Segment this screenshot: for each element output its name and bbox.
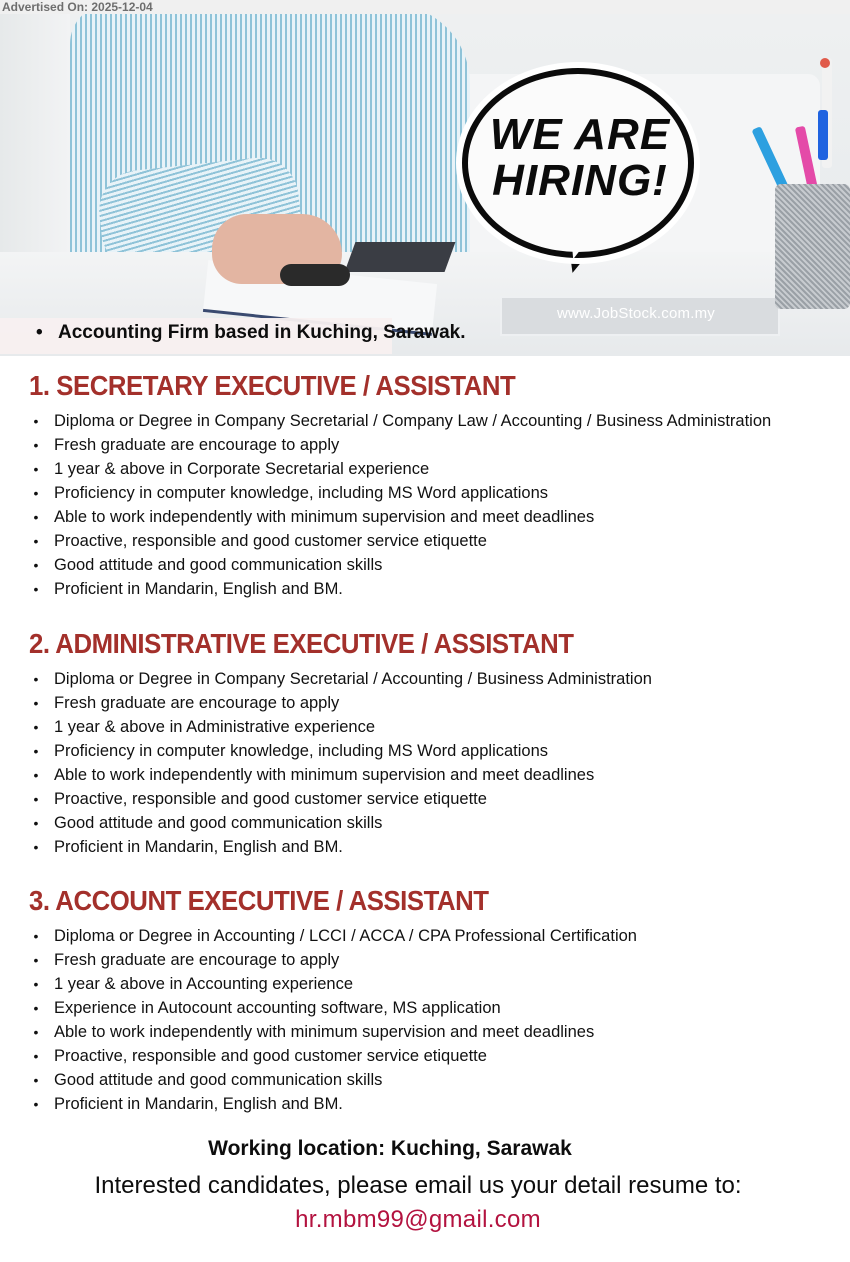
pen-icon	[818, 110, 828, 160]
requirement-text: Able to work independently with minimum supervision and meet deadlines	[54, 766, 595, 784]
bullet-icon: •	[33, 695, 39, 711]
bullet-icon: •	[33, 1048, 39, 1064]
pen-cup-illustration	[775, 184, 850, 309]
website-watermark: www.JobStock.com.my	[557, 305, 716, 322]
bullet-icon: •	[33, 719, 39, 735]
advertised-date: Advertised On: 2025-12-04	[2, 0, 153, 14]
bullet-icon: •	[33, 437, 39, 453]
requirement-text: Diploma or Degree in Company Secretarial / Accounting / Business Administration	[54, 670, 652, 688]
requirement-item	[30, 972, 637, 996]
advertised-bar	[0, 0, 850, 14]
requirement-item	[30, 667, 652, 691]
bullet-icon: •	[33, 815, 39, 831]
requirement-item	[30, 715, 652, 739]
job-title: 1. SECRETARY EXECUTIVE / ASSISTANT	[29, 370, 516, 401]
working-location: Working location: Kuching, Sarawak	[208, 1137, 572, 1160]
requirement-item	[30, 739, 652, 763]
requirement-item	[30, 1092, 637, 1116]
requirement-item	[30, 996, 637, 1020]
requirement-item	[30, 553, 771, 577]
bullet-icon: •	[33, 1072, 39, 1088]
bullet-icon: •	[33, 952, 39, 968]
requirement-item	[30, 457, 771, 481]
requirements-list	[30, 924, 637, 1116]
company-tagline	[36, 322, 466, 344]
requirement-text: Good attitude and good communication skills	[54, 556, 383, 574]
keyboard-illustration	[345, 242, 456, 272]
requirement-item	[30, 924, 637, 948]
requirement-item	[30, 481, 771, 505]
requirement-text: Good attitude and good communication skills	[54, 814, 383, 832]
hiring-headline-line2: HIRING!	[492, 156, 668, 205]
requirement-text: 1 year & above in Accounting experience	[54, 975, 354, 993]
requirement-item	[30, 577, 771, 601]
requirement-text: Able to work independently with minimum supervision and meet deadlines	[54, 508, 595, 526]
requirement-item	[30, 505, 771, 529]
requirement-item	[30, 1044, 637, 1068]
requirement-item	[30, 948, 637, 972]
hero-image	[0, 14, 850, 356]
bullet-icon: •	[33, 839, 39, 855]
hiring-headline	[470, 112, 690, 204]
bullet-icon: •	[33, 1000, 39, 1016]
requirement-text: Able to work independently with minimum supervision and meet deadlines	[54, 1023, 595, 1041]
mouse-illustration	[280, 264, 350, 286]
requirement-text: Proficiency in computer knowledge, including MS Word applications	[54, 742, 549, 760]
bullet-icon: •	[33, 461, 39, 477]
requirements-list	[30, 667, 652, 859]
bullet-icon: •	[33, 671, 39, 687]
requirement-item	[30, 835, 652, 859]
requirement-item	[30, 691, 652, 715]
pen-tip-icon	[820, 58, 830, 68]
contact-email-link[interactable]: hr.mbm99@gmail.com	[295, 1206, 541, 1233]
bullet-icon: •	[33, 767, 39, 783]
bullet-icon: •	[33, 976, 39, 992]
requirement-text: Fresh graduate are encourage to apply	[54, 694, 340, 712]
requirement-text: 1 year & above in Administrative experience	[54, 718, 376, 736]
requirement-text: Good attitude and good communication skills	[54, 1071, 383, 1089]
job-title: 3. ACCOUNT EXECUTIVE / ASSISTANT	[29, 885, 489, 916]
bullet-icon: •	[33, 485, 39, 501]
requirement-item	[30, 529, 771, 553]
requirement-text: Proactive, responsible and good customer service etiquette	[54, 532, 487, 550]
requirement-item	[30, 787, 652, 811]
requirement-text: Diploma or Degree in Accounting / LCCI / ACCA / CPA Professional Certification	[54, 927, 637, 945]
requirement-text: Proactive, responsible and good customer service etiquette	[54, 1047, 487, 1065]
bullet-icon: •	[33, 743, 39, 759]
bullet-icon: •	[33, 1024, 39, 1040]
bullet-icon: •	[33, 928, 39, 944]
requirement-item	[30, 763, 652, 787]
requirement-text: Diploma or Degree in Company Secretarial / Company Law / Accounting / Business Administration	[54, 412, 772, 430]
requirement-text: Fresh graduate are encourage to apply	[54, 436, 340, 454]
bullet-icon: •	[33, 1096, 39, 1112]
requirement-text: Proficiency in computer knowledge, including MS Word applications	[54, 484, 549, 502]
bullet-icon: •	[33, 791, 39, 807]
requirement-text: Experience in Autocount accounting software, MS application	[54, 999, 501, 1017]
requirement-text: 1 year & above in Corporate Secretarial experience	[54, 460, 430, 478]
requirement-item	[30, 409, 771, 433]
requirement-text: Fresh graduate are encourage to apply	[54, 951, 340, 969]
requirement-item	[30, 811, 652, 835]
tagline-text: Accounting Firm based in Kuching, Sarawak.	[58, 322, 466, 343]
job-title: 2. ADMINISTRATIVE EXECUTIVE / ASSISTANT	[29, 628, 574, 659]
requirement-item	[30, 1020, 637, 1044]
requirement-item	[30, 433, 771, 457]
requirement-item	[30, 1068, 637, 1092]
requirement-text: Proficient in Mandarin, English and BM.	[54, 580, 343, 598]
bullet-icon: •	[33, 557, 39, 573]
bullet-icon: •	[33, 413, 39, 429]
requirements-list	[30, 409, 771, 601]
hiring-headline-line1: WE ARE	[489, 110, 671, 159]
requirement-text: Proactive, responsible and good customer service etiquette	[54, 790, 487, 808]
requirement-text: Proficient in Mandarin, English and BM.	[54, 1095, 343, 1113]
apply-instructions: Interested candidates, please email us your detail resume to:	[94, 1172, 742, 1199]
bullet-icon: •	[33, 533, 39, 549]
bullet-icon: •	[36, 322, 43, 343]
requirement-text: Proficient in Mandarin, English and BM.	[54, 838, 343, 856]
bullet-icon: •	[33, 509, 39, 525]
bullet-icon: •	[33, 581, 39, 597]
